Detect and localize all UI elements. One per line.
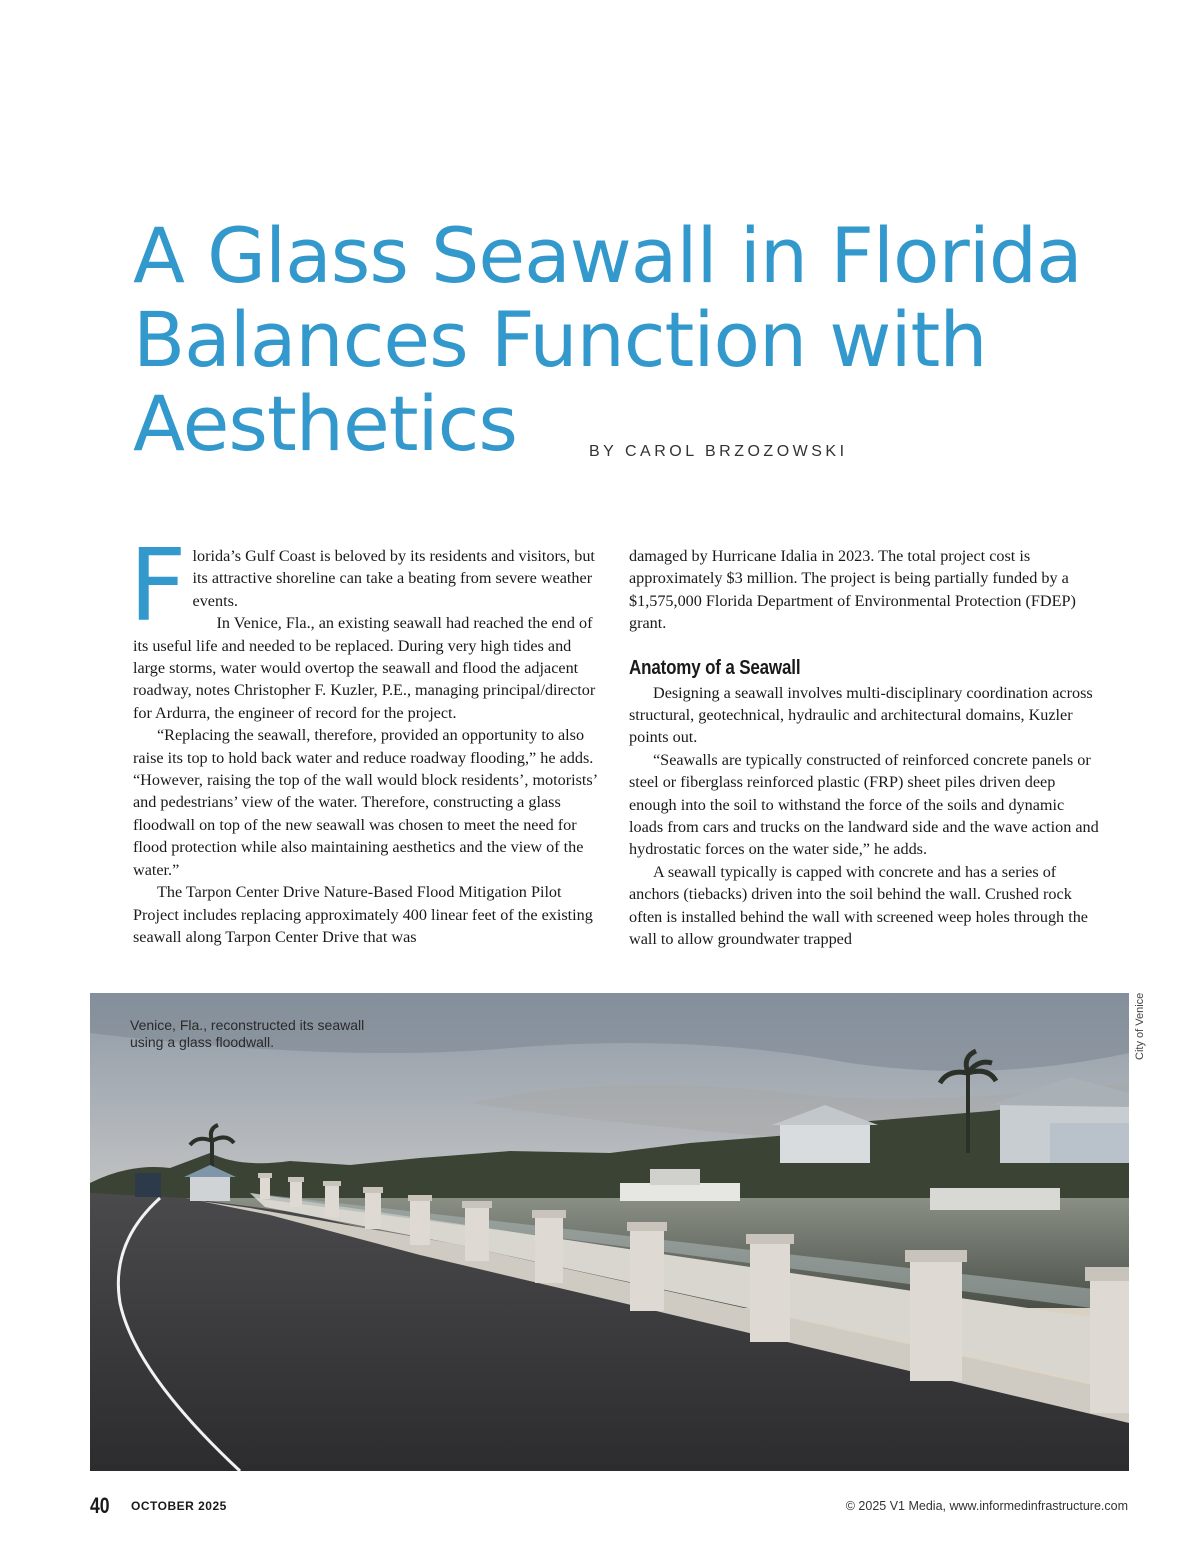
- section-heading: Anatomy of a Seawall: [629, 656, 801, 679]
- drop-cap: F: [129, 527, 187, 644]
- photo-caption: Venice, Fla., reconstructed its seawall using a glass floodwall.: [130, 1017, 365, 1050]
- seawall-photo: [90, 993, 1129, 1471]
- page-number: 40: [90, 1493, 110, 1518]
- left-column: [129, 527, 605, 948]
- paragraph: The Tarpon Center Drive Nature-Based Flood Mitigation Pilot Project includes replacing approximately 400 linear feet of the existing seawall along Tarpon Center Drive that was: [133, 883, 593, 946]
- paragraph: Designing a seawall involves multi-disciplinary coordination across structural, geotechnical, hydraulic and architectural domains, Kuzler points out.: [629, 683, 1093, 747]
- paragraph: damaged by Hurricane Idalia in 2023. The total project cost is approximately $3 million. The project is being partially funded by a $1,575,000 Florida Department of Environmental Protection (FDEP) grant.: [629, 547, 1076, 633]
- photo-credit: City of Venice: [1134, 992, 1146, 1060]
- paragraph: lorida’s Gulf Coast is beloved by its residents and visitors, but its attractive shoreline can take a beating from severe weather events.: [192, 547, 595, 610]
- article-title: A Glass Seawall in Florida Balances Function with Aesthetics: [133, 211, 1082, 468]
- paragraph: “Replacing the seawall, therefore, provided an opportunity to also raise its top to hold back water and reduce roadway flooding,” he adds. “However, raising the top of the wall would block residents’, motorists’ and pedestrians’ view of the water. Therefore, constructing a glass floodwall on top of the new seawall was chosen to meet the need for flood protection while also maintaining aesthetics and the view of the water.”: [133, 726, 597, 879]
- byline: BY CAROL BRZOZOWSKI: [589, 443, 848, 460]
- paragraph: In Venice, Fla., an existing seawall had reached the end of its useful life and needed to be replaced. During very high tides and large storms, water would overtop the seawall and flood the adjacent roadway, notes Christopher F. Kuzler, P.E., managing principal/director for Ardurra, the engineer of record for the project.: [133, 614, 596, 722]
- issue-date: OCTOBER 2025: [131, 1499, 227, 1513]
- copyright-notice: © 2025 V1 Media, www.informedinfrastructure.com: [845, 1499, 1128, 1513]
- paragraph: A seawall typically is capped with concrete and has a series of anchors (tiebacks) driven into the soil behind the wall. Crushed rock often is installed behind the wall with screened weep holes through the wall to allow groundwater trapped: [629, 862, 1088, 949]
- paragraph: “Seawalls are typically constructed of reinforced concrete panels or steel or fiberglass reinforced plastic (FRP) sheet piles driven deep enough into the soil to withstand the force of the soils and dynamic loads from cars and trucks on the landward side and the wave action and hydrostatic forces on the water side,” he adds.: [629, 750, 1099, 859]
- right-column: [629, 545, 1101, 951]
